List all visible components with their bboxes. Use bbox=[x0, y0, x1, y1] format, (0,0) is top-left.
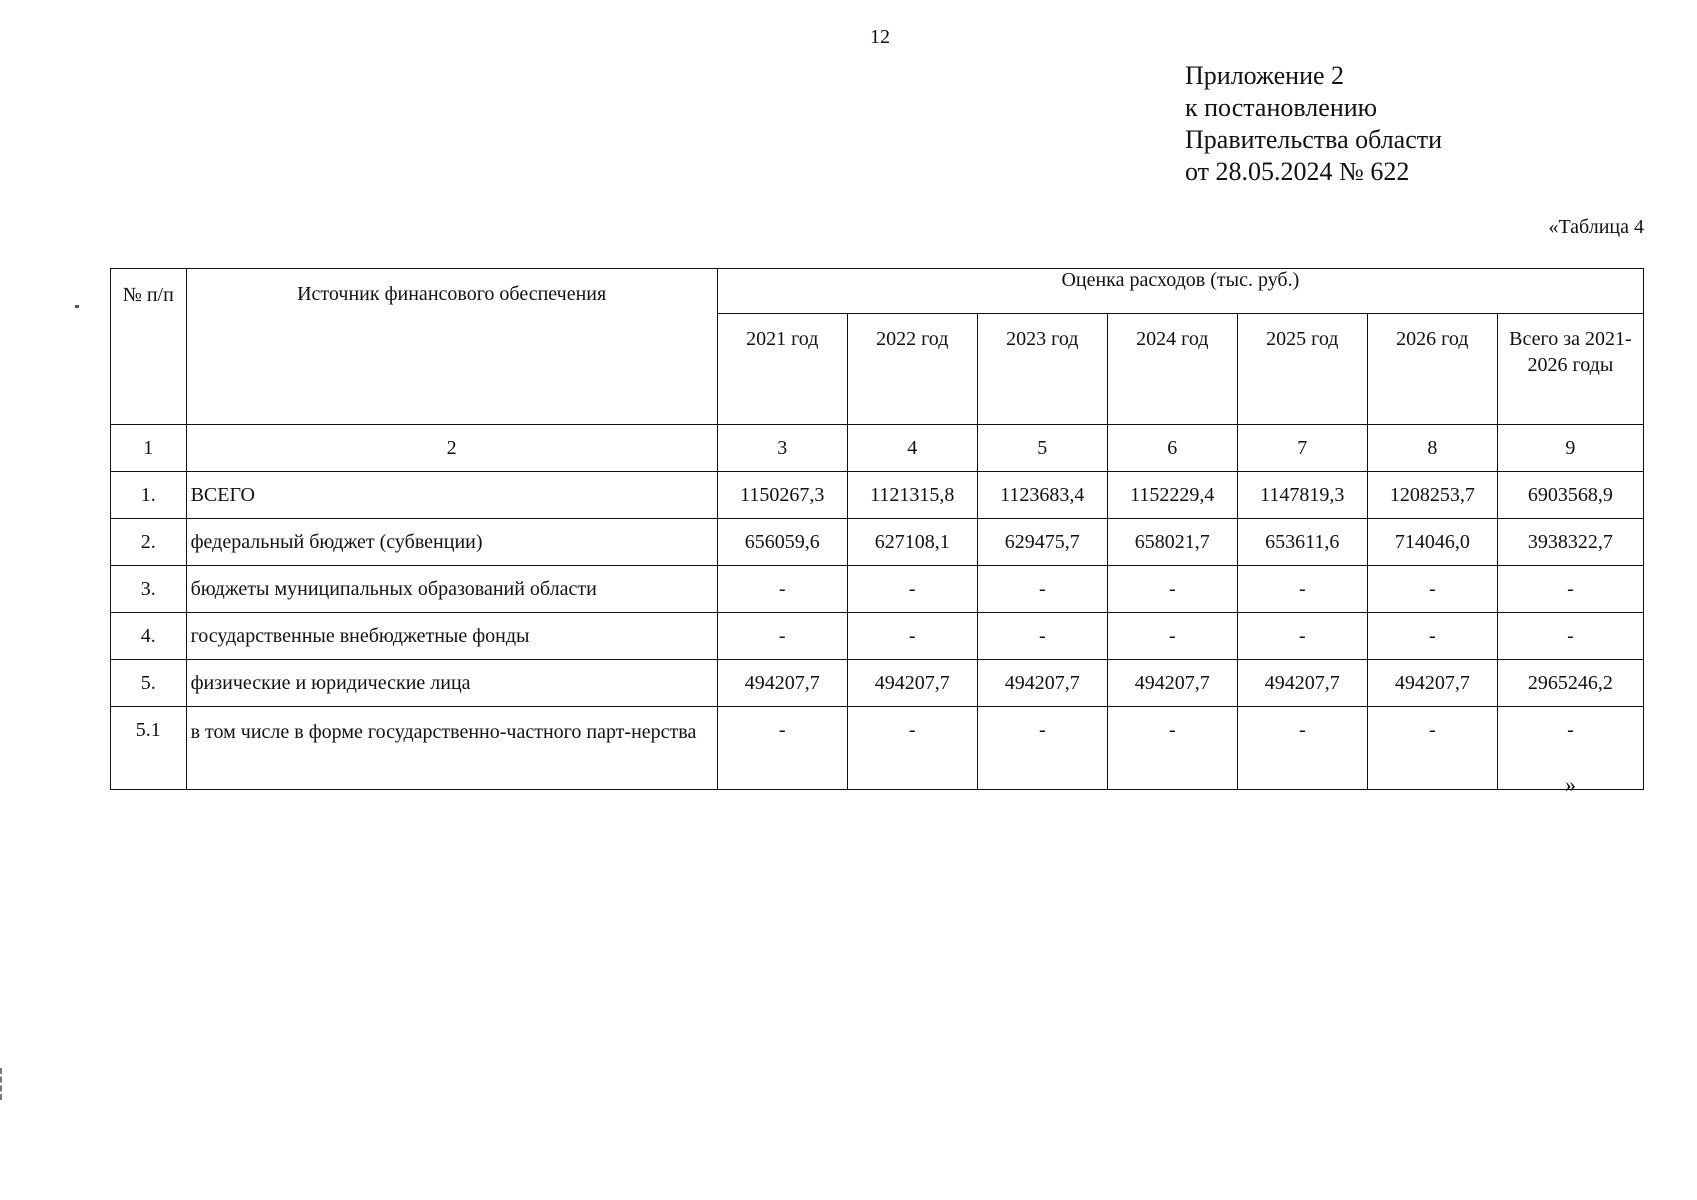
value-2021: - bbox=[717, 566, 847, 613]
value-total: 3938322,7 bbox=[1497, 519, 1643, 566]
table-caption: «Таблица 4 bbox=[1548, 216, 1644, 238]
column-index-cell: 9 bbox=[1497, 425, 1643, 472]
value-2024: 494207,7 bbox=[1107, 660, 1237, 707]
header-year-2023: 2023 год bbox=[977, 314, 1107, 425]
appendix-line-date: от 28.05.2024 № 622 bbox=[1185, 157, 1410, 186]
header-year-2025: 2025 год bbox=[1237, 314, 1367, 425]
row-number: 2. bbox=[111, 519, 187, 566]
row-source: физические и юридические лица bbox=[186, 660, 717, 707]
value-2023: 629475,7 bbox=[977, 519, 1107, 566]
value-2021: 1150267,3 bbox=[717, 472, 847, 519]
column-index-cell: 3 bbox=[717, 425, 847, 472]
table-header-row bbox=[111, 269, 1644, 314]
column-index-row bbox=[111, 425, 1644, 472]
value-2023: 494207,7 bbox=[977, 660, 1107, 707]
value-2024: 1152229,4 bbox=[1107, 472, 1237, 519]
value-2024: - bbox=[1107, 707, 1237, 790]
value-2021: - bbox=[717, 707, 847, 790]
header-estimate: Оценка расходов (тыс. руб.) bbox=[717, 269, 1643, 314]
column-index-cell: 1 bbox=[111, 425, 187, 472]
value-2026: 714046,0 bbox=[1367, 519, 1497, 566]
row-number: 5.1 bbox=[111, 707, 187, 790]
value-2021: 656059,6 bbox=[717, 519, 847, 566]
value-2025: - bbox=[1237, 566, 1367, 613]
column-index-cell: 2 bbox=[186, 425, 717, 472]
row-source: федеральный бюджет (субвенции) bbox=[186, 519, 717, 566]
value-2022: - bbox=[847, 707, 977, 790]
value-2024: - bbox=[1107, 613, 1237, 660]
value-2026: 1208253,7 bbox=[1367, 472, 1497, 519]
column-index-cell: 7 bbox=[1237, 425, 1367, 472]
row-source: в том числе в форме государственно-частного парт-нерства bbox=[186, 707, 717, 790]
appendix-header bbox=[1185, 60, 1442, 188]
value-2022: 627108,1 bbox=[847, 519, 977, 566]
scan-artifact-ticks bbox=[0, 1068, 5, 1100]
column-index-cell: 5 bbox=[977, 425, 1107, 472]
value-2022: - bbox=[847, 613, 977, 660]
row-source: бюджеты муниципальных образований области bbox=[186, 566, 717, 613]
table-row-municipal bbox=[111, 566, 1644, 613]
header-year-2022: 2022 год bbox=[847, 314, 977, 425]
value-total: - bbox=[1497, 566, 1643, 613]
value-2021: 494207,7 bbox=[717, 660, 847, 707]
row-source: государственные внебюджетные фонды bbox=[186, 613, 717, 660]
value-2026: 494207,7 bbox=[1367, 660, 1497, 707]
header-year-2026: 2026 год bbox=[1367, 314, 1497, 425]
appendix-line-title: Приложение 2 bbox=[1185, 61, 1345, 90]
value-2026: - bbox=[1367, 707, 1497, 790]
row-number: 5. bbox=[111, 660, 187, 707]
value-2023: - bbox=[977, 707, 1107, 790]
table-row-individuals-legal bbox=[111, 660, 1644, 707]
header-year-2024: 2024 год bbox=[1107, 314, 1237, 425]
row-number: 4. bbox=[111, 613, 187, 660]
value-2025: - bbox=[1237, 707, 1367, 790]
row-number: 1. bbox=[111, 472, 187, 519]
header-source: Источник финансового обеспечения bbox=[186, 269, 717, 425]
row-number: 3. bbox=[111, 566, 187, 613]
table-row-ppp bbox=[111, 707, 1644, 790]
table-row-federal bbox=[111, 519, 1644, 566]
value-2023: - bbox=[977, 613, 1107, 660]
table-row-total bbox=[111, 472, 1644, 519]
column-index-cell: 6 bbox=[1107, 425, 1237, 472]
financing-table bbox=[110, 268, 1644, 790]
column-index-cell: 4 bbox=[847, 425, 977, 472]
page-number: 12 bbox=[870, 26, 890, 48]
value-total: 2965246,2 bbox=[1497, 660, 1643, 707]
row-source: ВСЕГО bbox=[186, 472, 717, 519]
appendix-line-government: Правительства области bbox=[1185, 125, 1443, 154]
header-num: № п/п bbox=[111, 269, 187, 425]
value-2022: 1121315,8 bbox=[847, 472, 977, 519]
value-2024: 658021,7 bbox=[1107, 519, 1237, 566]
value-2023: 1123683,4 bbox=[977, 472, 1107, 519]
table-row-offbudget-funds bbox=[111, 613, 1644, 660]
value-2025: 653611,6 bbox=[1237, 519, 1367, 566]
header-total: Всего за 2021-2026 годы bbox=[1497, 314, 1643, 425]
closing-quote: » bbox=[1565, 772, 1576, 797]
value-2021: - bbox=[717, 613, 847, 660]
scan-artifact-dot bbox=[75, 305, 79, 308]
value-2025: 1147819,3 bbox=[1237, 472, 1367, 519]
value-2025: - bbox=[1237, 613, 1367, 660]
appendix-line-resolution: к постановлению bbox=[1185, 93, 1378, 122]
value-2026: - bbox=[1367, 566, 1497, 613]
value-2023: - bbox=[977, 566, 1107, 613]
value-total: - bbox=[1497, 707, 1643, 790]
value-2022: 494207,7 bbox=[847, 660, 977, 707]
header-year-2021: 2021 год bbox=[717, 314, 847, 425]
value-2022: - bbox=[847, 566, 977, 613]
value-2025: 494207,7 bbox=[1237, 660, 1367, 707]
column-index-cell: 8 bbox=[1367, 425, 1497, 472]
value-2024: - bbox=[1107, 566, 1237, 613]
value-2026: - bbox=[1367, 613, 1497, 660]
value-total: 6903568,9 bbox=[1497, 472, 1643, 519]
value-total: - bbox=[1497, 613, 1643, 660]
